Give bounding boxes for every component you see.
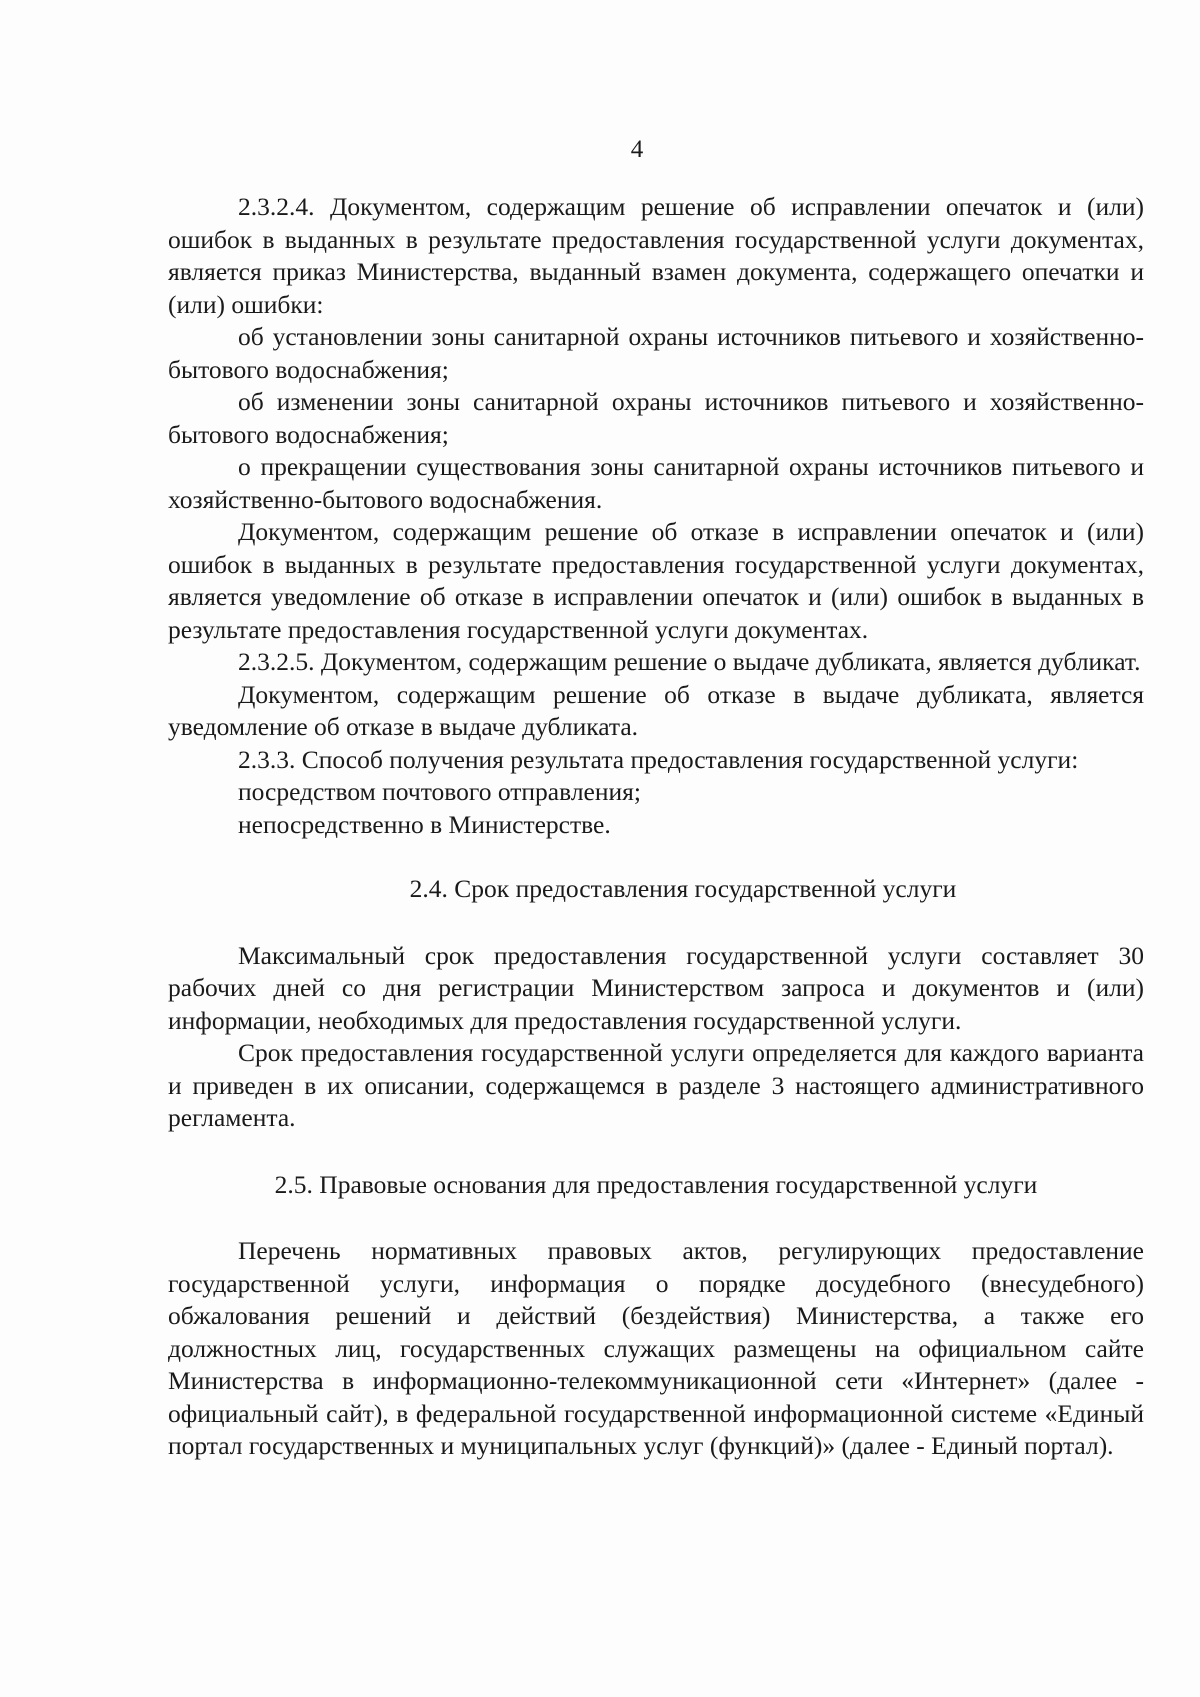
list-item-establishment: об установлении зоны санитарной охраны источников питьевого и хозяйственно-бытового водоснабжения; [168, 322, 1144, 384]
paragraph-term-variant: Срок предоставления государственной услуги определяется для каждого варианта и приведен в их описании, содержащемся в разделе 3 настоящего административного регламента. [168, 1038, 1144, 1132]
document-body [168, 191, 1144, 1463]
paragraph-2-3-2-4: 2.3.2.4. Документом, содержащим решение об исправлении опечаток и (или) ошибок в выданных в результате предоставления государственной услуги документах, является приказ Министерства, выданный взамен документа, содержащего опечатки и (или) ошибки: [168, 192, 1144, 319]
paragraph-max-term: Максимальный срок предоставления государственной услуги составляет 30 рабочих дней со дня регистрации Министерством запроса и документов и (или) информации, необходимых для предоставления государственной услуги. [168, 940, 1144, 1035]
section-heading-2-4: 2.4. Срок предоставления государственной услуги [409, 874, 957, 903]
section-heading-2-5: 2.5. Правовые основания для предоставления государственной услуги [274, 1169, 1038, 1199]
paragraph-refusal-duplicate: Документом, содержащим решение об отказе в выдаче дубликата, является уведомление об отказе в выдаче дубликата. [168, 679, 1144, 741]
list-item-termination: о прекращении существования зоны санитарной охраны источников питьевого и хозяйственно-бытового водоснабжения. [168, 452, 1144, 514]
list-item-ministry: непосредственно в Министерстве. [238, 809, 611, 839]
list-item-change: об изменении зоны санитарной охраны источников питьевого и хозяйственно-бытового водоснабжения; [168, 387, 1144, 449]
paragraph-2-3-2-5: 2.3.2.5. Документом, содержащим решение о выдаче дубликата, является дубликат. [238, 647, 1141, 676]
paragraph-refusal-correction: Документом, содержащим решение об отказе в исправлении опечаток и (или) ошибок в выданных в результате предоставления государственной услуги документах, является уведомление об отказе в исправлении опечаток и (или) ошибок в выданных в результате предоставления государственной услуги документах. [168, 517, 1144, 644]
paragraph-legal-acts: Перечень нормативных правовых актов, регулирующих предоставление государственной услуги, информация о порядке досудебного (внесудебного) обжалования решений и действий (бездействия) Министерства, а также его должностных лиц, государственных служащих размещены на официальном сайте Министерства в информационно-телекоммуникационной сети «Интернет» (далее - официальный сайт), в федеральной государственной информационной системе «Единый портал государственных и муниципальных услуг (функций)» (далее - Единый портал). [168, 1236, 1144, 1460]
page-number: 4 [630, 136, 644, 163]
paragraph-2-3-3: 2.3.3. Способ получения результата предоставления государственной услуги: [238, 744, 1079, 774]
list-item-mail: посредством почтового отправления; [238, 777, 641, 806]
